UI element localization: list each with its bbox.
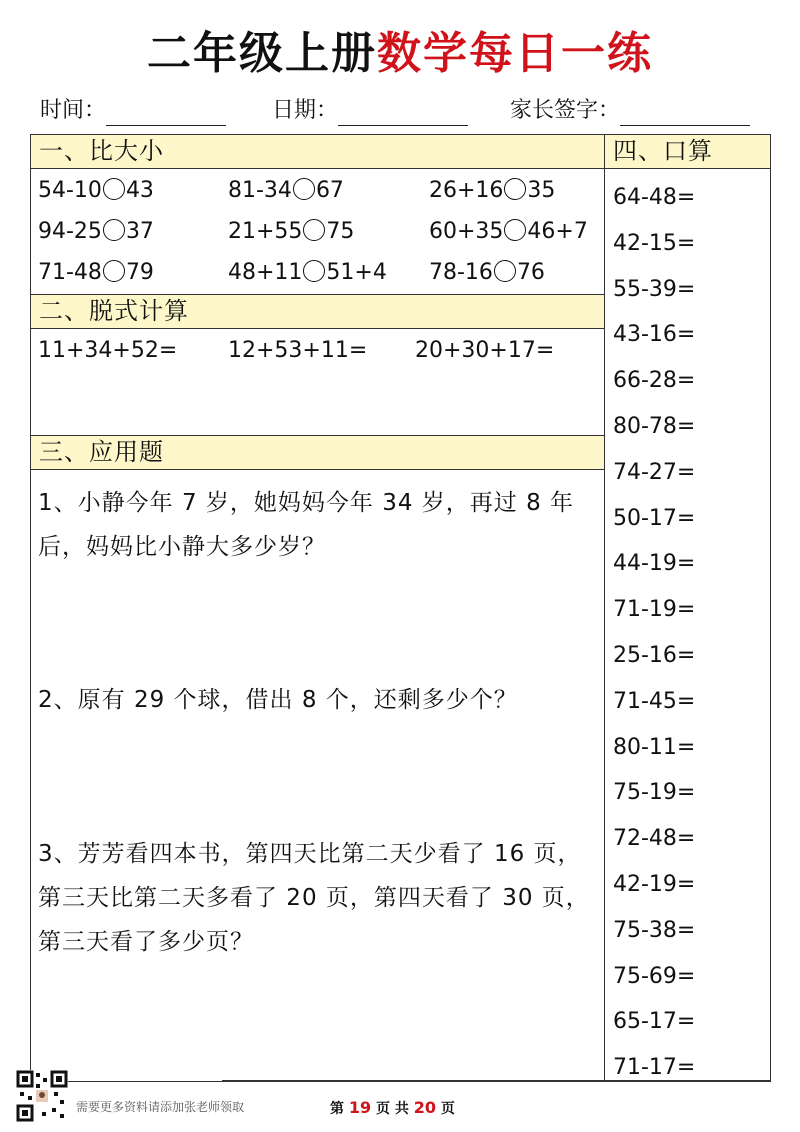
date-field[interactable] [272,96,468,126]
answer-circle[interactable] [103,178,125,200]
problem-line: 后，妈妈比小静大多少岁？ [38,534,326,560]
page-suffix: 页 [440,1101,455,1117]
problem-line: 2、原有 29 个球，借出 8 个，还剩多少个？ [38,687,518,713]
compare-item [228,176,344,206]
answer-circle[interactable] [494,260,516,282]
compare-right: 67 [315,178,344,203]
compare-left: 81-34 [228,178,292,203]
compare-item [228,258,387,288]
compare-left: 48+11 [228,260,303,285]
page-number [330,1098,455,1118]
compare-right: 51+4 [326,260,387,285]
date-label: 日期： [272,98,339,123]
word-problem [38,481,574,569]
compare-left: 21+55 [228,219,303,244]
problem-line: 第三天看了多少页？ [38,929,254,955]
bottom-rule [222,1080,770,1081]
compare-left: 78-16 [429,260,493,285]
stepwise-item: 12+53+11= [228,338,368,363]
compare-left: 54-10 [38,178,102,203]
title-main: 二年级上册 [147,28,377,79]
oral-item: 55-39= [613,276,696,302]
oral-item: 50-17= [613,505,696,531]
compare-left: 94-25 [38,219,102,244]
footer-note: 需要更多资料请添加张老师领取 [76,1100,245,1114]
signature-blank[interactable] [620,101,750,126]
column-divider [604,135,605,1081]
meta-row [40,96,770,126]
answer-circle[interactable] [303,260,325,282]
oral-item: 80-11= [613,734,696,760]
compare-right: 37 [125,219,154,244]
oral-item: 42-15= [613,230,696,256]
stepwise-heading: 二、脱式计算 [31,295,604,329]
oral-item: 44-19= [613,551,696,577]
oral-item: 75-38= [613,917,696,943]
compare-right: 79 [125,260,154,285]
oral-item: 72-48= [613,826,696,852]
compare-item [429,217,588,247]
problem-line: 第三天比第二天多看了 20 页，第四天看了 30 页， [38,885,590,911]
answer-circle[interactable] [293,178,315,200]
compare-item [38,217,154,247]
oral-item: 43-16= [613,322,696,348]
compare-item [228,217,354,247]
word-problem [38,832,590,964]
page-total: 20 [413,1098,437,1117]
oral-item: 66-28= [613,368,696,394]
answer-circle[interactable] [303,219,325,241]
oral-item: 75-19= [613,780,696,806]
compare-right: 46+7 [527,219,588,244]
oral-item: 71-19= [613,597,696,623]
page-middle: 页 共 [376,1101,409,1117]
oral-item: 42-19= [613,872,696,897]
oral-item: 80-78= [613,414,696,439]
answer-circle[interactable] [504,178,526,200]
stepwise-item: 20+30+17= [415,338,555,363]
compare-item [38,258,154,288]
compare-left: 60+35 [429,219,504,244]
page-current: 19 [348,1098,372,1117]
compare-heading: 一、比大小 [31,135,604,169]
answer-circle[interactable] [103,219,125,241]
oral-item: 71-17= [613,1055,696,1081]
page-title [0,26,800,82]
page-prefix: 第 [330,1101,344,1117]
title-highlight: 数学每日一练 [377,28,653,79]
oral-heading: 四、口算 [605,135,770,169]
compare-item [429,258,545,288]
problem-line: 3、芳芳看四本书，第四天比第二天少看了 16 页， [38,841,582,867]
compare-item [38,176,154,206]
oral-item: 65-17= [613,1009,696,1035]
time-label: 时间： [40,98,107,123]
compare-left: 26+16 [429,178,504,203]
date-blank[interactable] [338,101,468,126]
qr-code-icon [16,1070,68,1122]
word-problems-heading: 三、应用题 [31,436,604,470]
oral-item: 74-27= [613,459,696,485]
compare-right: 35 [527,178,556,203]
stepwise-work-area[interactable] [31,369,604,435]
worksheet [30,134,771,1082]
answer-circle[interactable] [504,219,526,241]
answer-circle[interactable] [103,260,125,282]
compare-right: 75 [326,219,355,244]
signature-field[interactable] [510,96,750,126]
word-problem [38,678,518,722]
time-blank[interactable] [106,101,226,126]
compare-right: 76 [516,260,545,285]
oral-item: 64-48= [613,185,696,210]
time-field[interactable] [40,96,226,126]
compare-right: 43 [125,178,154,203]
stepwise-item: 11+34+52= [38,338,178,363]
oral-item: 71-45= [613,688,696,714]
problem-line: 1、小静今年 7 岁，她妈妈今年 34 岁，再过 8 年 [38,490,575,516]
oral-item: 25-16= [613,643,696,668]
compare-left: 71-48 [38,260,102,285]
compare-item [429,176,555,206]
oral-item: 75-69= [613,963,696,989]
signature-label: 家长签字： [510,98,621,123]
